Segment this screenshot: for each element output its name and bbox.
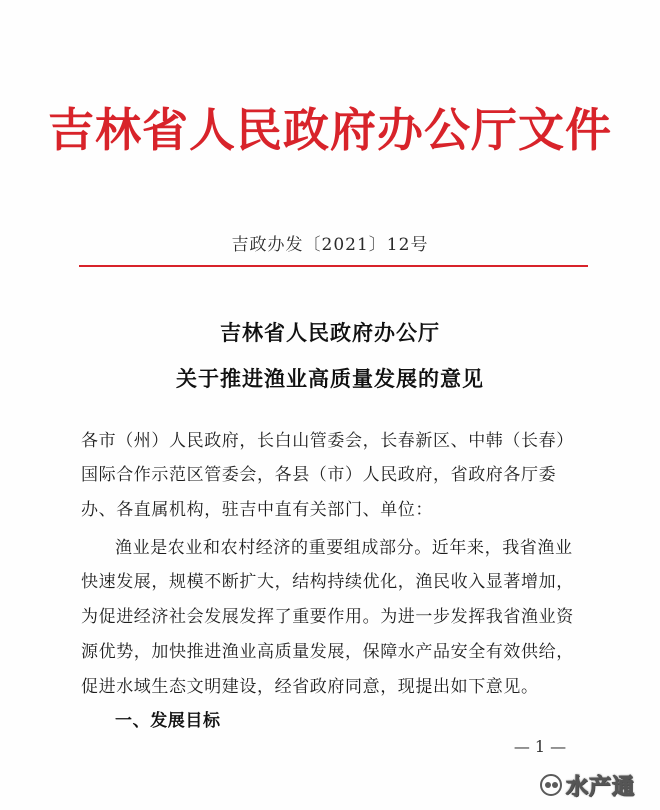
paragraph-line: 渔业是农业和农村经济的重要组成部分。近年来，我省渔业 [115,538,573,558]
wechat-icon [540,774,562,796]
page-number: — 1 — [513,737,567,756]
watermark-text: 水产通 [566,774,636,800]
paragraph-line: 促进水域生态文明建设，经省政府同意，现提出如下意见。 [81,677,539,697]
paragraph-line: 源优势，加快推进渔业高质量发展，保障水产品安全有效供给， [81,642,574,662]
addressee-line: 各市（州）人民政府，长白山管委会，长春新区、中韩（长春） [81,431,574,451]
paragraph-line: 快速发展，规模不断扩大，结构持续优化，渔民收入显著增加， [81,572,574,592]
document-title-line-2: 关于推进渔业高质量发展的意见 [176,366,484,391]
document-number: 吉政办发〔2021〕12号 [231,235,429,255]
paragraph-line: 为促进经济社会发展发挥了重要作用。为进一步发挥我省渔业资 [81,607,574,627]
addressee-line: 国际合作示范区管委会，各县（市）人民政府，省政府各厅委 [81,465,557,485]
watermark [540,768,635,802]
section-heading: 一、发展目标 [115,711,221,731]
agency-title: 吉林省人民政府办公厅文件 [48,103,612,157]
document-title-line-1: 吉林省人民政府办公厅 [220,320,440,345]
red-divider [79,265,588,267]
addressee-line: 办、各直属机构，驻吉中直有关部门、单位： [81,500,433,520]
